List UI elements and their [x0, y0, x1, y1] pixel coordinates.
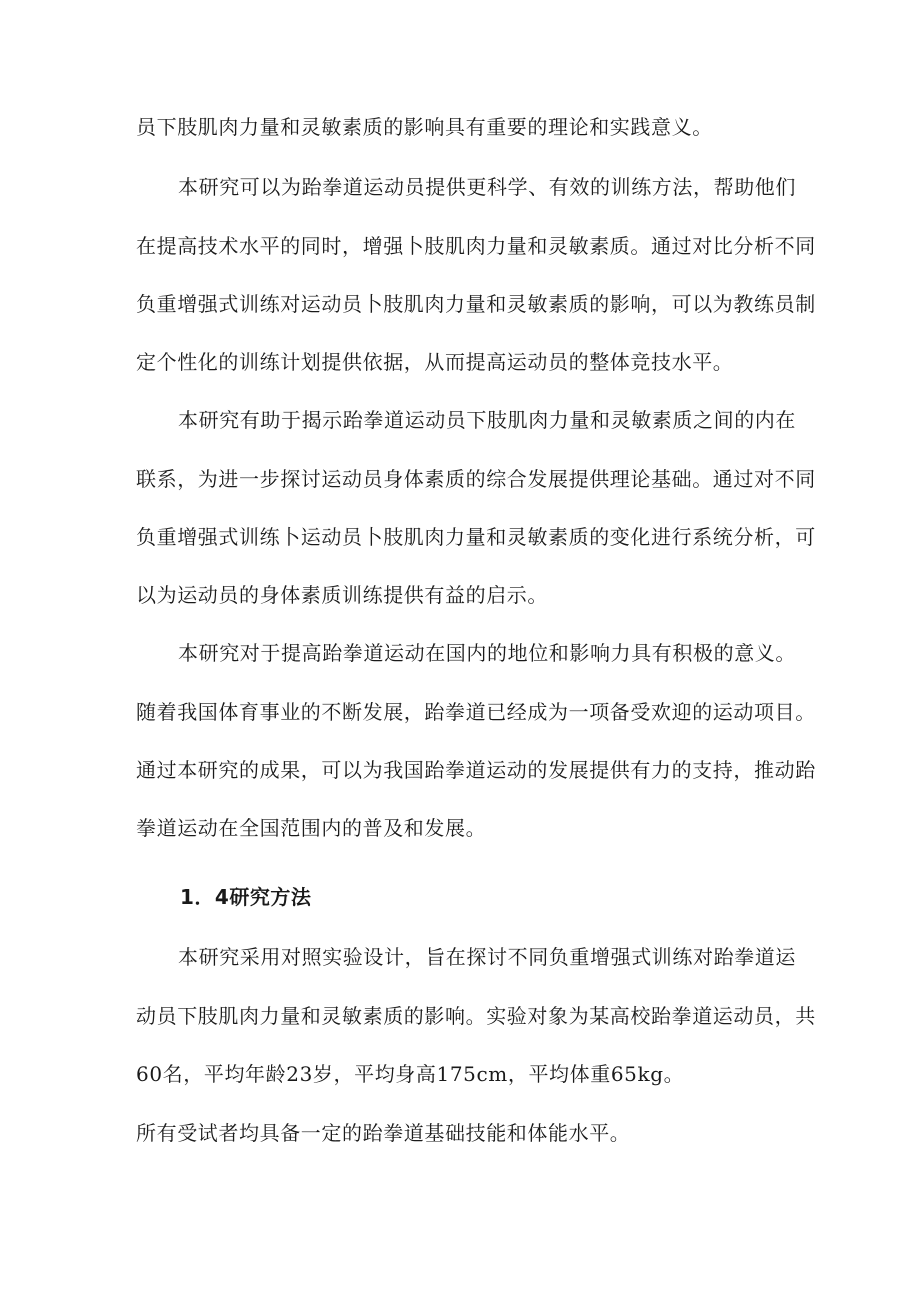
text-line-12: 通过本研究的成果，可以为我国跆拳道运动的发展提供有力的支持，推动跆 [136, 758, 816, 782]
text-line-9: 以为运动员的身体素质训练提供有益的启示。 [136, 583, 548, 607]
text-line-13: 拳道运动在全国范围内的普及和发展。 [136, 816, 487, 840]
text-line-6: 本研究有助于揭示跆拳道运动员下肢肌肉力量和灵敏素质之间的内在 [178, 408, 796, 432]
text-line-14: 本研究采用对照实验设计，旨在探讨不同负重增强式训练对跆拳道运 [178, 945, 796, 969]
text-line-11: 随着我国体育事业的不断发展，跆拳道已经成为一项备受欢迎的运动项目。 [136, 700, 816, 724]
text-line-10: 本研究对于提高跆拳道运动在国内的地位和影响力具有积极的意义。 [178, 641, 796, 665]
text-line-7: 联系，为进一步探讨运动员身体素质的综合发展提供理论基础。通过对不同 [136, 467, 816, 491]
section-heading: 1．4研究方法 [180, 885, 312, 909]
text-line-1: 员下肢肌肉力量和灵敏素质的影响具有重要的理论和实践意义。 [136, 115, 713, 139]
text-line-3: 在提高技术水平的同时，增强卜肢肌肉力量和灵敏素质。通过对比分析不同 [136, 234, 816, 258]
text-line-2: 本研究可以为跆拳道运动员提供更科学、有效的训练方法，帮助他们 [178, 175, 796, 199]
text-line-15: 动员下肢肌肉力量和灵敏素质的影响。实验对象为某高校跆拳道运动员，共 [136, 1004, 816, 1028]
text-line-5: 定个性化的训练计划提供依据，从而提高运动员的整体竞技水平。 [136, 350, 734, 374]
text-line-17: 所有受试者均具备一定的跆拳道基础技能和体能水平。 [136, 1121, 631, 1145]
text-line-4: 负重增强式训练对运动员卜肢肌肉力量和灵敏素质的影响，可以为教练员制 [136, 292, 816, 316]
text-line-8: 负重增强式训练卜运动员卜肢肌肉力量和灵敏素质的变化进行系统分析，可 [136, 525, 816, 549]
text-line-16: 60名，平均年龄23岁，平均身高175cm，平均体重65kg。 [136, 1062, 685, 1086]
